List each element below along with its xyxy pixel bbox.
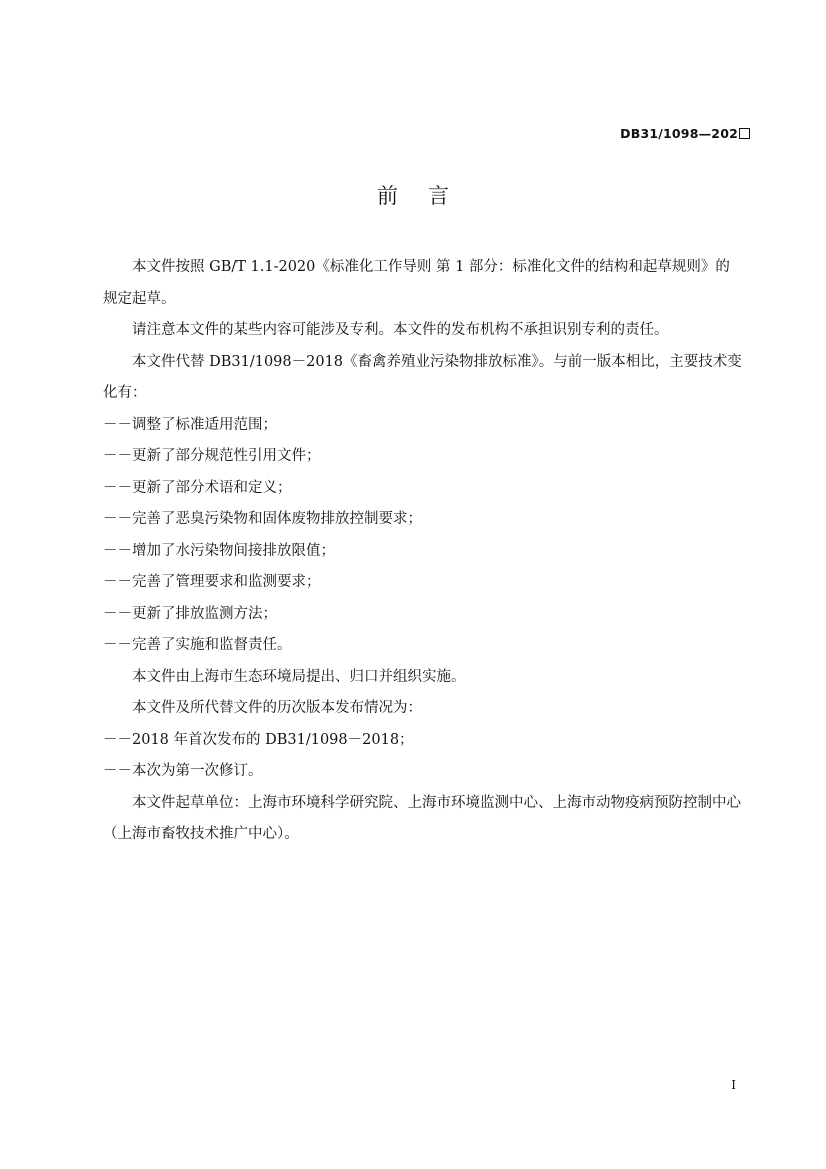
changes-list — [103, 410, 743, 662]
page-number: I — [731, 1078, 736, 1092]
list-item: －－本次为第一次修订。 — [103, 763, 263, 779]
paragraph-replacement: 本文件代替 DB31/1098－2018《畜禽养殖业污染物排放标准》。与前一版本相比，主要技术变化有： — [103, 353, 742, 401]
document-number — [620, 126, 750, 142]
history-list — [103, 725, 743, 788]
paragraph-proposer: 本文件由上海市生态环境局提出、归口并组织实施。 — [132, 668, 466, 685]
list-item: －－完善了实施和监督责任。 — [103, 637, 292, 653]
paragraph-history-intro: 本文件及所代替文件的历次版本发布情况为： — [132, 700, 422, 716]
list-item: －－增加了水污染物间接排放限值； — [103, 542, 335, 559]
page-title: 前言 — [377, 184, 479, 208]
list-item: －－更新了排放监测方法； — [103, 605, 277, 622]
list-item: －－更新了部分术语和定义； — [103, 479, 292, 496]
paragraph-drafting-units: 本文件起草单位：上海市环境科学研究院、上海市环境监测中心、上海市动物疫病预防控制中心（上海市畜牧技术推广中心）。 — [103, 794, 741, 842]
list-item: －－完善了管理要求和监测要求； — [103, 574, 321, 590]
placeholder-box-icon — [739, 128, 750, 139]
paragraph-drafting-rules: 本文件按照 GB/T 1.1-2020《标准化工作导则 第 1 部分：标准化文件的结构和起草规则》的规定起草。 — [103, 259, 730, 307]
document-number-text: DB31/1098—202 — [620, 126, 738, 141]
paragraph-patent-notice: 请注意本文件的某些内容可能涉及专利。本文件的发布机构不承担识别专利的责任。 — [132, 322, 669, 338]
list-item: －－2018 年首次发布的 DB31/1098－2018； — [103, 731, 414, 748]
list-item: －－调整了标准适用范围； — [103, 416, 277, 433]
list-item: －－完善了恶臭污染物和固体废物排放控制要求； — [103, 511, 422, 527]
foreword-body — [103, 252, 743, 851]
list-item: －－更新了部分规范性引用文件； — [103, 448, 321, 464]
